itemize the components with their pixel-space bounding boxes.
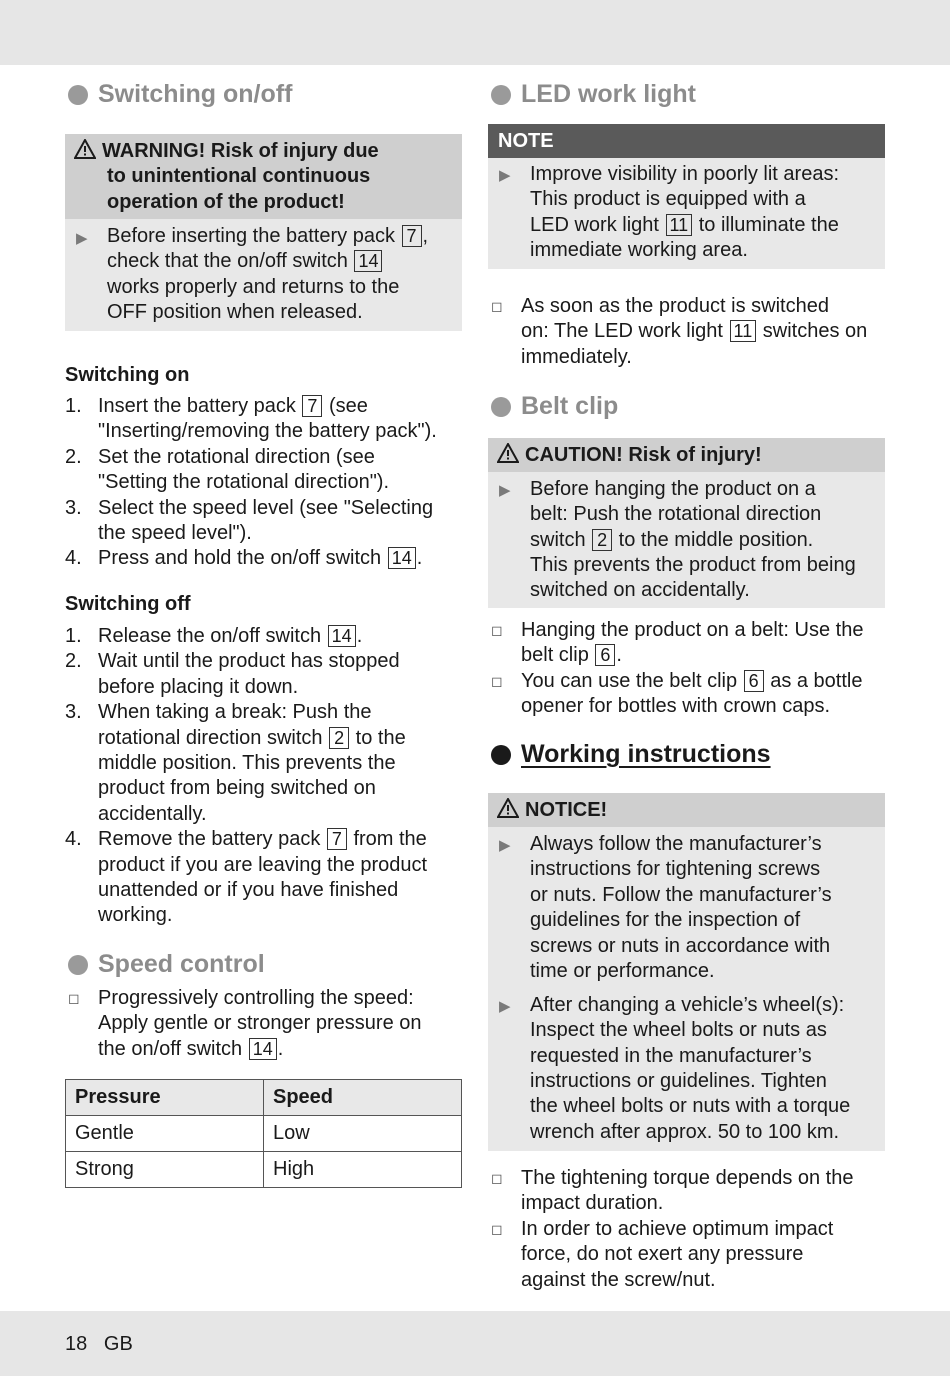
arrow-bullet-icon: ▶ (499, 482, 511, 499)
language-code: GB (103, 1333, 133, 1355)
bullet-dot-icon (491, 745, 511, 765)
caution-box-header (488, 438, 885, 472)
arrow-bullet-icon: ▶ (76, 230, 88, 247)
ref-number: 7 (302, 395, 322, 417)
table-header-cell: Speed (264, 1080, 462, 1116)
switching-on-list: 1. Insert the battery pack 7 (see "Inserting/removing the battery pack"). 2. Set the rotational direction (see "Setting the rotational direction"). 3. Select the speed level (see "Selecting the speed level"). 4. Press and hold the on/off switch 14 . (65, 394, 462, 572)
warning-text: OFF position when released. (107, 301, 363, 323)
table-cell: Low (264, 1116, 462, 1152)
table-cell: Gentle (66, 1116, 264, 1152)
working-list: ◻ The tightening torque depends on the impact duration. ◻ In order to achieve optimum impact force, do not exert any pressure against the screw/nut. (491, 1167, 854, 1291)
table-row (66, 1116, 462, 1152)
table-cell: Strong (66, 1152, 264, 1188)
ref-number: 11 (730, 320, 757, 342)
switching-off-list: 1. Release the on/off switch 14 . 2. Wait until the product has stopped before placing it down. 3. When taking a break: Push the rotational direction switch 2 to the middle position. This prevents the product from being switched on accidentally. 4. Remove the battery pack 7 from the product if you are leaving the product unattended or if you have finished working. (65, 624, 462, 929)
warning-title-line: operation of the product! (107, 191, 345, 213)
section-heading-led: LED work light (488, 80, 696, 109)
arrow-bullet-icon: ▶ (499, 998, 511, 1015)
ref-number: 7 (402, 225, 422, 247)
ref-number: 14 (328, 625, 356, 647)
speed-table (65, 1079, 462, 1188)
top-bar (0, 0, 950, 65)
notice-title: NOTICE! (525, 799, 608, 821)
notice-box-body: ▶ Always follow the manufacturer’s instructions for tightening screws or nuts. Follow the manufacturer’s guidelines for the inspection of screws or nuts in accordance with time or performance. ▶ After changing a vehicle’s wheel(s): Inspect the wheel bolts or nuts as requested in the manufacturer’s instructions or guidelines. Tighten the wheel bolts or nuts with a torque wrench after approx. 50 to 100 km. (488, 827, 885, 1151)
list-item: 4. Press and hold the on/off switch 14 . (65, 547, 423, 570)
subheading-switching-off: Switching off (65, 593, 191, 615)
ref-number: 6 (595, 644, 615, 666)
warning-text: Before inserting the battery pack 7 , (107, 225, 429, 247)
table-row (66, 1152, 462, 1188)
warning-text: works properly and returns to the (107, 276, 400, 298)
footer-bar (0, 1311, 950, 1376)
ref-number: 14 (249, 1038, 277, 1060)
warning-title: WARNING! Risk of injury due (102, 140, 379, 162)
caution-box (488, 438, 885, 608)
speed-list: ◻ Progressively controlling the speed: Apply gentle or stronger pressure on the on/off switch 14 . (68, 987, 422, 1060)
caution-box-body: ▶ Before hanging the product on a belt: Push the rotational direction switch 2 to the middle position. This prevents the product from being switched on accidentally. (488, 472, 885, 608)
notice-box-header (488, 793, 885, 827)
notice-box (488, 793, 885, 1151)
bullet-dot-icon (68, 85, 88, 105)
section-heading-switching: Switching on/off (65, 80, 292, 109)
list-item: 4. Remove the battery pack 7 from the (65, 828, 427, 851)
ref-number: 14 (354, 250, 382, 272)
note-body: ▶ Improve visibility in poorly lit areas: This product is equipped with a LED work light 11 to illuminate the immediate working area. (488, 158, 885, 269)
warning-title-line: to unintentional continuous (107, 165, 371, 187)
warning-box (65, 134, 462, 331)
subheading-switching-on: Switching on (65, 364, 190, 386)
table-cell: High (264, 1152, 462, 1188)
list-item: 3. When taking a break: Push the (65, 701, 372, 724)
ref-number: 2 (329, 727, 349, 749)
table-header-row (66, 1080, 462, 1116)
ref-number: 7 (327, 828, 347, 850)
section-heading-belt: Belt clip (488, 392, 618, 421)
bullet-dot-icon (68, 955, 88, 975)
warning-triangle-icon (74, 139, 96, 159)
list-item: 1. Insert the battery pack 7 (see (65, 395, 368, 417)
led-list: ◻ As soon as the product is switched on: The LED work light 11 switches on immediately. (491, 295, 868, 368)
list-item: 1. Release the on/off switch 14 . (65, 625, 363, 647)
page-number: 18 (65, 1333, 88, 1355)
list-item: 3. Select the speed level (see "Selecting (65, 496, 434, 519)
bullet-dot-icon (491, 85, 511, 105)
square-bullet-icon: ◻ (491, 1170, 503, 1186)
note-header: NOTE (488, 124, 885, 158)
warning-text: check that the on/off switch 14 (107, 249, 383, 274)
warning-triangle-icon (497, 798, 519, 818)
page-footer (65, 1333, 133, 1356)
square-bullet-icon: ◻ (491, 298, 503, 314)
section-heading-working: Working instructions (488, 740, 771, 769)
section-heading-speed: Speed control (65, 950, 265, 979)
ref-number: 11 (666, 214, 693, 236)
list-item: 2. Set the rotational direction (see (65, 445, 375, 468)
table-header-cell: Pressure (66, 1080, 264, 1116)
square-bullet-icon: ◻ (68, 990, 80, 1006)
note-box (488, 124, 885, 269)
ref-number: 6 (744, 670, 764, 692)
warning-box-body (65, 219, 462, 331)
arrow-bullet-icon: ▶ (499, 837, 511, 854)
warning-triangle-icon (497, 443, 519, 463)
square-bullet-icon: ◻ (491, 622, 503, 638)
square-bullet-icon: ◻ (491, 673, 503, 689)
bullet-dot-icon (491, 397, 511, 417)
ref-number: 2 (592, 529, 612, 551)
belt-list: ◻ Hanging the product on a belt: Use the belt clip 6 . ◻ You can use the belt clip 6 as a bottle opener for bottles with crown caps. (491, 619, 864, 718)
caution-title: CAUTION! Risk of injury! (525, 444, 762, 466)
list-item: 2. Wait until the product has stopped (65, 650, 400, 673)
ref-number: 14 (388, 547, 416, 569)
square-bullet-icon: ◻ (491, 1221, 503, 1237)
warning-box-header (65, 134, 462, 219)
arrow-bullet-icon: ▶ (499, 167, 511, 184)
